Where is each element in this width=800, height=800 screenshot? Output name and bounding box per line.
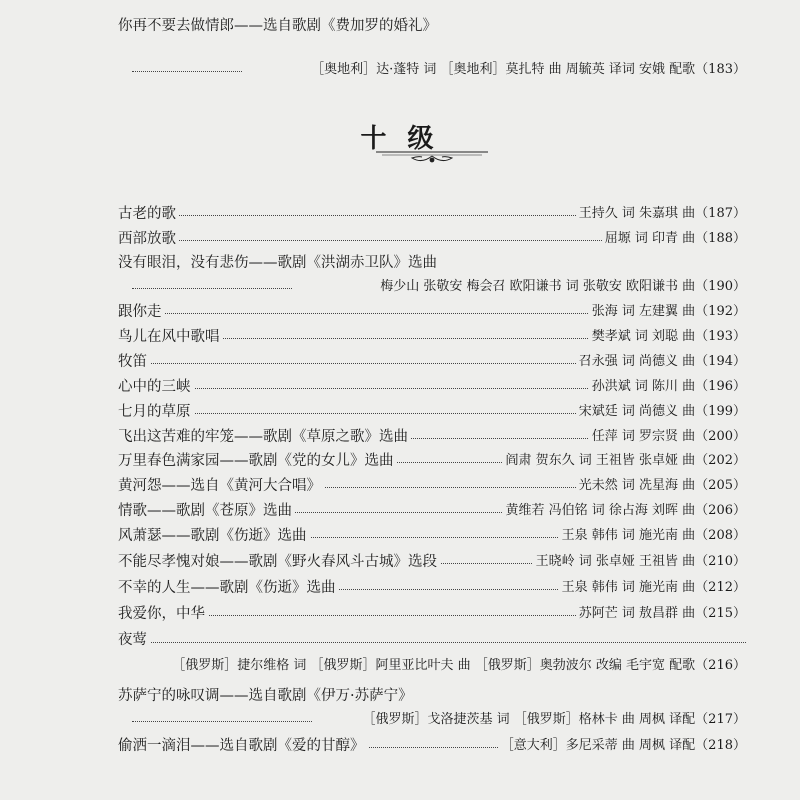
toc-entry[interactable] — [118, 449, 746, 471]
toc-entry-top[interactable] — [118, 14, 746, 36]
entry-title: 我爱你，中华 — [118, 602, 208, 623]
toc-entry[interactable] — [118, 499, 746, 521]
entry-title: 风萧瑟——歌剧《伤逝》选曲 — [118, 524, 310, 545]
toc-entry[interactable] — [118, 227, 746, 249]
entry-title: 黄河怨——选自《黄河大合唱》 — [118, 474, 324, 495]
entry-credits: 王晓岭 词 张卓娅 王祖皆 曲（210） — [533, 550, 746, 569]
entry-credits: 孙洪斌 词 陈川 曲（196） — [589, 375, 746, 394]
entry-credits: ［意大利］多尼采蒂 曲 周枫 译配（218） — [498, 734, 746, 753]
toc-entry[interactable] — [118, 576, 746, 598]
entry-title: 万里春色满家园——歌剧《党的女儿》选曲 — [118, 449, 397, 470]
entry-title: 古老的歌 — [118, 202, 179, 223]
toc-entry[interactable] — [118, 300, 746, 322]
entry-credits: 苏阿芒 词 敖昌群 曲（215） — [576, 602, 746, 621]
toc-entry[interactable] — [118, 524, 746, 546]
entry-title: 飞出这苦难的牢笼——歌剧《草原之歌》选曲 — [118, 425, 411, 446]
entry-title: 偷洒一滴泪——选自歌剧《爱的甘醇》 — [118, 734, 368, 755]
ornament-icon — [372, 146, 492, 168]
toc-entry[interactable] — [118, 400, 746, 422]
entry-credits: ［奥地利］达·蓬特 词 ［奥地利］莫扎特 曲 周毓英 译词 安娥 配歌（183） — [308, 58, 746, 77]
entry-title: 不能尽孝愧对娘——歌剧《野火春风斗古城》选段 — [118, 550, 440, 571]
entry-credits: 王持久 词 朱嘉琪 曲（187） — [576, 202, 746, 221]
entry-credits: 王泉 韩伟 词 施光南 曲（212） — [559, 576, 746, 595]
toc-entry[interactable] — [118, 474, 746, 496]
toc-entry-yeying-credits — [118, 654, 746, 676]
toc-entry[interactable] — [118, 325, 746, 347]
dot-leader — [132, 288, 292, 289]
toc-entry-yeying[interactable] — [118, 628, 746, 650]
section-title: 十 级 — [360, 124, 440, 154]
dot-leader — [132, 721, 312, 722]
entry-title: 没有眼泪，没有悲伤——歌剧《洪湖赤卫队》选曲 — [118, 251, 440, 272]
entry-title: 七月的草原 — [118, 400, 194, 421]
toc-entry[interactable] — [118, 202, 746, 224]
toc-entry-top-credits — [118, 58, 746, 80]
toc-entry-credits — [118, 275, 746, 297]
entry-credits: 光未然 词 冼星海 曲（205） — [576, 474, 746, 493]
entry-title: 苏萨宁的咏叹调——选自歌剧《伊万·苏萨宁》 — [118, 688, 413, 704]
toc-entry-susaning-credits — [118, 708, 746, 730]
toc-entry[interactable] — [118, 425, 746, 447]
entry-title: 情歌——歌剧《苍原》选曲 — [118, 499, 295, 520]
entry-credits: 王泉 韩伟 词 施光南 曲（208） — [559, 524, 746, 543]
entry-title: 不幸的人生——歌剧《伤逝》选曲 — [118, 576, 339, 597]
toc-entry[interactable] — [118, 550, 746, 572]
entry-credits: 樊孝斌 词 刘聪 曲（193） — [589, 325, 746, 344]
dot-leader — [118, 642, 746, 643]
entry-title: 跟你走 — [118, 300, 165, 321]
entry-title: 鸟儿在风中歌唱 — [118, 325, 223, 346]
entry-title: 牧笛 — [118, 350, 150, 371]
toc-entry[interactable] — [118, 350, 746, 372]
dot-leader — [132, 71, 242, 72]
toc-entry[interactable] — [118, 251, 746, 273]
entry-credits: 阎肃 贺东久 词 王祖皆 张卓娅 曲（202） — [503, 449, 746, 468]
entry-title: 夜莺 — [118, 628, 150, 649]
entry-credits: ［俄罗斯］戈洛捷茨基 词 ［俄罗斯］格林卡 曲 周枫 译配（217） — [360, 708, 746, 727]
entry-credits: 召永强 词 尚德义 曲（194） — [576, 350, 746, 369]
entry-title: 西部放歌 — [118, 227, 179, 248]
entry-credits: 屈塬 词 印青 曲（188） — [602, 227, 746, 246]
toc-entry[interactable] — [118, 602, 746, 624]
entry-credits: 宋斌廷 词 尚德义 曲（199） — [576, 400, 746, 419]
entry-credits: 黄维若 冯伯铭 词 徐占海 刘晖 曲（206） — [503, 499, 746, 518]
toc-entry-last[interactable] — [118, 734, 746, 756]
entry-credits: 张海 词 左建翼 曲（192） — [589, 300, 746, 319]
entry-credits: ［俄罗斯］捷尔维格 词 ［俄罗斯］阿里亚比叶夫 曲 ［俄罗斯］奥勃波尔 改编 毛宇宽 配歌（216） — [169, 654, 746, 673]
entry-credits: 任萍 词 罗宗贤 曲（200） — [589, 425, 746, 444]
entry-title: 心中的三峡 — [118, 375, 194, 396]
entry-title: 你再不要去做情郎——选自歌剧《费加罗的婚礼》 — [118, 18, 437, 34]
entry-credits: 梅少山 张敬安 梅会召 欧阳谦书 词 张敬安 欧阳谦书 曲（190） — [377, 275, 746, 294]
toc-entry[interactable] — [118, 375, 746, 397]
toc-entry-susaning[interactable] — [118, 684, 746, 706]
